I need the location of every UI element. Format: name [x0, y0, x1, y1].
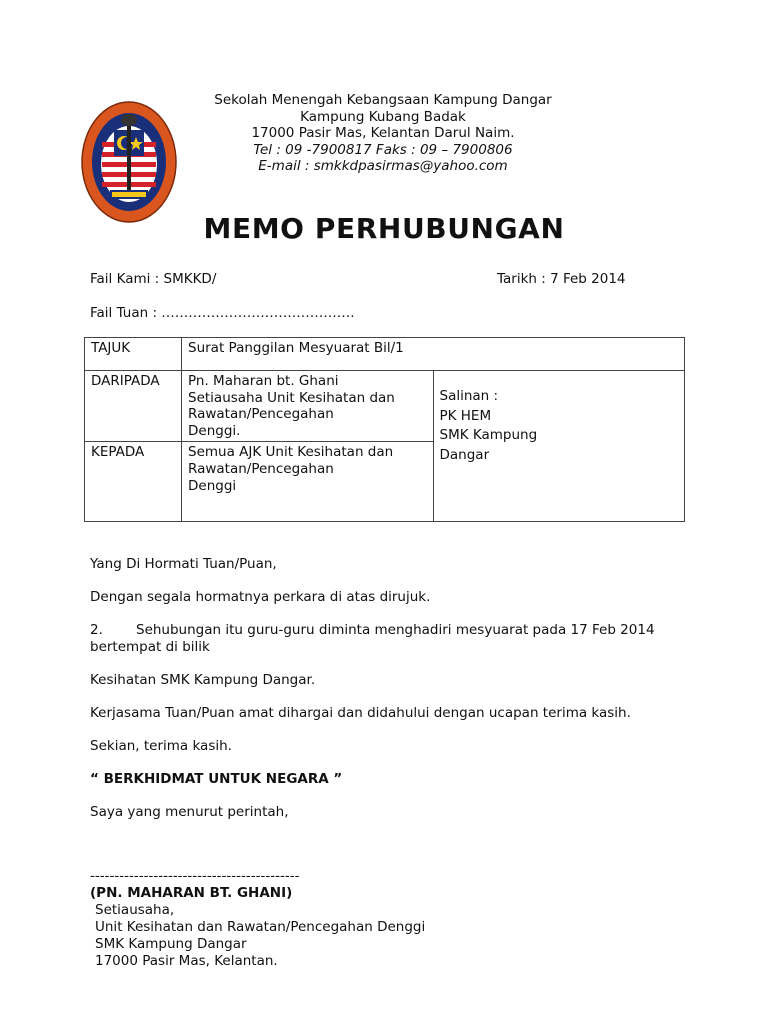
- school-crest: [80, 100, 178, 224]
- tarikh: Tarikh : 7 Feb 2014: [497, 271, 626, 287]
- closing: Saya yang menurut perintah,: [90, 804, 289, 820]
- paragraph-number: 2.: [90, 622, 103, 638]
- school-email: E-mail : smkkdpasirmas@yahoo.com: [258, 158, 508, 175]
- memo-table: [84, 337, 685, 522]
- tajuk-label: TAJUK: [85, 338, 182, 371]
- paragraph-2-line-1: Sehubungan itu guru-guru diminta menghadiri mesyuarat pada 17 Feb 2014: [136, 622, 655, 638]
- school-phone: Tel : 09 -7900817 Faks : 09 – 7900806: [253, 141, 513, 158]
- kepada-line: Denggi: [188, 477, 237, 494]
- salinan-cell: [433, 371, 685, 522]
- kepada-value: [182, 442, 434, 522]
- daripada-line: Setiausaha Unit Kesihatan dan: [188, 389, 395, 406]
- daripada-line: Denggi.: [188, 422, 241, 439]
- salinan-line: Dangar: [439, 446, 490, 463]
- paragraph-1: Dengan segala hormatnya perkara di atas dirujuk.: [90, 589, 431, 605]
- paragraph-5: Sekian, terima kasih.: [90, 738, 232, 754]
- daripada-value: [182, 371, 434, 442]
- motto: “ BERKHIDMAT UNTUK NEGARA ”: [90, 771, 343, 787]
- kepada-line: Rawatan/Pencegahan: [188, 460, 334, 477]
- daripada-label: DARIPADA: [85, 371, 182, 442]
- signatory-school: SMK Kampung Dangar: [95, 936, 247, 952]
- salinan-line: PK HEM: [439, 407, 492, 424]
- memo-title: MEMO PERHUBUNGAN: [203, 212, 565, 245]
- signature-line: -------------------------------------------: [90, 868, 300, 884]
- tajuk-value: Surat Panggilan Mesyuarat Bil/1: [182, 338, 685, 371]
- salinan-line: Salinan :: [439, 388, 499, 404]
- fail-tuan: Fail Tuan : …………………………………….: [90, 305, 355, 321]
- school-crest-icon: [80, 100, 178, 224]
- school-city: 17000 Pasir Mas, Kelantan Darul Naim.: [251, 125, 515, 142]
- signatory-name: (PN. MAHARAN BT. GHANI): [90, 885, 293, 901]
- fail-kami: Fail Kami : SMKKD/: [90, 271, 217, 287]
- kepada-line: Semua AJK Unit Kesihatan dan: [188, 444, 394, 461]
- signatory-address: 17000 Pasir Mas, Kelantan.: [95, 953, 278, 969]
- daripada-line: Rawatan/Pencegahan: [188, 406, 334, 423]
- signatory-position: Setiausaha,: [95, 902, 175, 918]
- signatory-unit: Unit Kesihatan dan Rawatan/Pencegahan Denggi: [95, 919, 426, 935]
- school-name: Sekolah Menengah Kebangsaan Kampung Dangar: [214, 92, 552, 108]
- daripada-line: Pn. Maharan bt. Ghani: [188, 373, 339, 389]
- greeting: Yang Di Hormati Tuan/Puan,: [90, 556, 277, 572]
- letterhead: [180, 92, 586, 175]
- school-area: Kampung Kubang Badak: [300, 108, 466, 125]
- paragraph-4: Kerjasama Tuan/Puan amat dihargai dan didahului dengan ucapan terima kasih.: [90, 705, 631, 721]
- paragraph-2: [90, 622, 690, 655]
- paragraph-2-line-2: bertempat di bilik: [90, 638, 210, 655]
- paragraph-3: Kesihatan SMK Kampung Dangar.: [90, 672, 316, 688]
- kepada-label: KEPADA: [85, 442, 182, 522]
- salinan-line: SMK Kampung: [439, 427, 538, 443]
